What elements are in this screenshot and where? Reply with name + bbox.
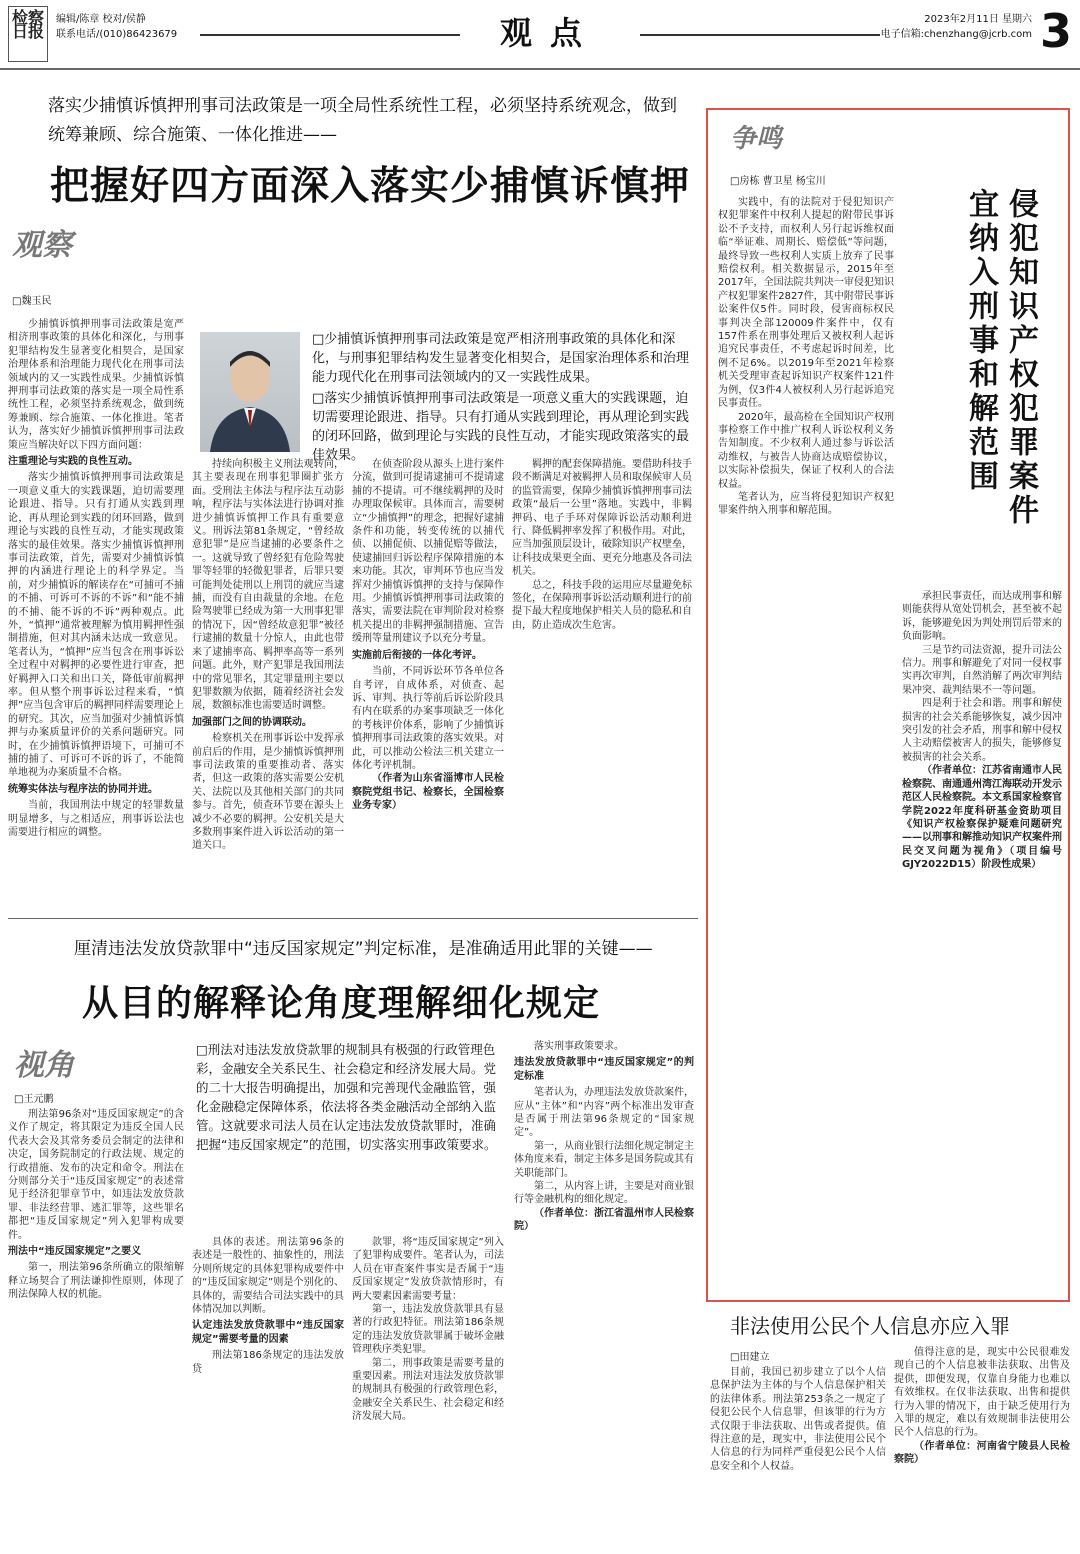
paragraph: 刑法第186条规定的违法发放贷: [192, 1350, 344, 1375]
paragraph: 第一，从商业银行法细化规定制定主体角度来看，制定主体多是国务院或其有关职能部门。: [514, 1140, 694, 1179]
article4-headline: 从目的解释论角度理解细化规定: [82, 983, 601, 1024]
article4-abstract: □刑法对违法发放贷款罪的规制具有极强的行政管理色彩，金融安全关系民生、社会稳定和经济发展大局。党的二十大报告明确提出，加强和完善现代金融监管，强化金融稳定保障体系，依法将各类金融活动全部纳入监管。这就要求司法人员在认定违法发放贷款罪时，准确把握“违反国家规定”的范围，切实落实刑事政策要求。: [196, 1042, 497, 1152]
dateline: [881, 12, 1032, 42]
abstract-paragraph-1: □少捕慎诉慎押刑事司法政策是宽严相济刑事政策的具体化和深化，与刑事犯罪结构发生显著变化相契合，是国家治理体系和治理能力现代化在刑事司法领域内的又一实践性成果。: [312, 332, 690, 385]
article1-abstract: [312, 330, 696, 467]
article2-column-1: [718, 196, 894, 1294]
paragraph: 第一，刑法第96条所确立的限缩解释立场契合了刑法谦抑性原则，体现了刑法保障人权的机能。: [8, 1262, 184, 1301]
subheading: 统筹实体法与程序法的协同并进。: [8, 783, 158, 795]
paragraph: 当前，我国刑法中规定的轻罪数量明显增多，与之相适应，刑事诉讼法也需要进行相应的调整。: [8, 800, 184, 839]
article3-column-2: [894, 1346, 1070, 1548]
subheading: 实施前后衔接的一体化考评。: [352, 649, 482, 661]
column-logo-shijiao: 视角: [14, 1048, 74, 1083]
subheading: 违法发放贷款罪中“违反国家规定”的判定标准: [514, 1057, 694, 1082]
masthead-rule-left: [200, 34, 460, 36]
article4-byline: □王元鹏: [14, 1094, 54, 1105]
editors-line: 编辑/陈章 校对/侯静: [56, 14, 146, 25]
masthead-rule-right: [640, 34, 880, 36]
portrait-image: [200, 332, 300, 452]
paragraph: 当前，不同诉讼环节各单位各自考评，自成体系，对侦查、起诉、审判、执行等前后诉讼阶段具有内在联系的办案事项缺乏一体化的考核评价体系，影响了少捕慎诉慎押刑事司法政策的落实效果。对此，可以推动公检法三机关建立一体化考评机制。: [352, 666, 504, 771]
paragraph: 第一，违法发放贷款罪具有显著的行政犯特征。刑法第186条规定的违法发放贷款罪属于破坏金融管理秩序类犯罪。: [352, 1304, 504, 1356]
article3-byline: □田建立: [730, 1352, 770, 1363]
article2-column-2: [902, 590, 1062, 1294]
section-divider: [8, 918, 698, 919]
author-note: （作者单位：浙江省温州市人民检察院）: [514, 1207, 694, 1233]
paragraph: 笔者认为，应当将侵犯知识产权犯罪案件纳入刑事和解范围。: [718, 491, 894, 517]
paragraph: 第二，从内容上讲，主要是对商业银行等金融机构的细化规定。: [514, 1181, 694, 1206]
author-note: （作者为山东省淄博市人民检察院党组书记、检察长，全国检察业务专家）: [352, 773, 504, 812]
masthead-bottom-rule: [0, 68, 1080, 70]
page-number: 3: [1040, 4, 1073, 58]
paragraph: 羁押的配套保障措施。要借助科技手段不断满足对被羁押人员和取保候审人员的监管需要，保障少捕慎诉慎押刑事司法政策“最后一公里”落地。实践中，非羁押码、电子手环对保障诉讼活动顺利进行、降低羁押率发挥了积极作用。对此，应当加强顶层设计，破除知识产权壁垒，让科技成果更全面、更充分地惠及各司法机关。: [512, 459, 692, 578]
article2-byline: □房栋 曹卫星 杨宝川: [730, 176, 826, 187]
article4-column-3: [352, 1236, 504, 1548]
paragraph: 具体的表述。刑法第96条的表述是一般性的、抽象性的，刑法分则所规定的具体犯罪构成要件中的“违反国家规定”则是个别化的、具体的，需要结合司法实践中的具体情况加以判断。: [192, 1237, 344, 1316]
paragraph: 笔者认为，办理违法发放贷款案件，应从“主体”和“内容”两个标准出发审查是否属于刑法第96条规定的“国家规定”。: [514, 1087, 694, 1139]
article4-column-1: [8, 1108, 184, 1548]
abstract-paragraph-2: □落实少捕慎诉慎押刑事司法政策是一项意义重大的实践课题，迫切需要理论跟进、指导。只有打通从实践到理论，再从理论到实践的闭环回路，做到理论与实践的良性互动，才能实现政策落实的最佳效果。: [312, 391, 690, 463]
paragraph: 落实刑事政策要求。: [534, 1041, 624, 1052]
newspaper-logo: 检察日报: [8, 6, 48, 62]
email: 电子信箱:chenzhang@jcrb.com: [880, 29, 1032, 40]
editors-info: [56, 12, 177, 42]
author-portrait: [200, 332, 300, 452]
paragraph: 持续向积极主义刑法观转向，其主要表现在刑事犯罪圈扩张方面。受刑法主体法与程序法互动影响，程序法与实体法进行协调对推进少捕慎诉慎押工作具有重要意义。刑诉法第81条规定，“曾经故意犯罪”是应当逮捕的必要条件之一。这就导致了曾经犯有危险驾驶罪等轻罪的轻微犯罪者，后罪只要可能判处徒刑以上刑罚的就应当逮捕，而没有自由裁量的余地。在危险驾驶罪已经成为第一大刑事犯罪的情况下，因“曾经故意犯罪”被径行逮捕的数量十分惊人，由此也带来了逮捕率高、羁押率高等一系列问题。此外，财产犯罪是我国刑法中的常见罪名，其定罪量刑主要以犯罪数额为依据，随着经济社会发展，数额标准也需要适时调整。: [192, 459, 344, 712]
section-title: 观点: [499, 14, 600, 52]
paragraph: 检察机关在刑事诉讼中发挥承前启后的作用，是少捕慎诉慎押刑事司法政策的重要推动者、落实者，但这一政策的落实需要公安机关、法院以及其他相关部门的共同参与。首先，侦查环节要在源头上减少不必要的羁押。公安机关是大多数刑事案件进入诉讼活动的第一道关口。: [192, 733, 344, 852]
paragraph: 在侦查阶段从源头上进行案件分流，做到可提请逮捕可不提请逮捕的不提请。可不继续羁押的及时办理取保候审。具体而言，需要树立“少捕慎押”的理念，把握好逮捕条件和功能，转变传统的以捕代侦、以捕促侦、以捕促赔等做法，使逮捕回归诉讼程序保障措施的本来功能。其次，审判环节也应当发挥对少捕慎诉慎押的支持与保障作用。少捕慎诉慎押刑事司法政策的落实，需要法院在审判阶段对检察机关提出的非羁押强制措施、宣告缓刑等量刑建议予以充分考量。: [352, 459, 504, 645]
article1-kicker: 落实少捕慎诉慎押刑事司法政策是一项全局性系统性工程，必须坚持系统观念，做到统筹兼顾、综合施策、一体化推进——: [48, 96, 677, 145]
subheading: 注重理论与实践的良性互动。: [8, 456, 138, 468]
paragraph: 四是利于社会和谐。刑事和解使损害的社会关系能够恢复，减少因冲突引发的社会矛盾，刑事和解中侵权人主动赔偿被害人的损失，能够修复被损害的社会关系。: [902, 698, 1062, 763]
paragraph: 落实少捕慎诉慎押刑事司法政策是一项意义重大的实践课题，迫切需要理论跟进、指导。只有打通从实践到理论，再从理论到实践的闭环回路，做到理论与实践的良性互动，才能实现政策落实的最佳效果。落实少捕慎诉慎押刑事司法政策，首先，需要对少捕慎诉慎押的内涵进行理论上的科学界定。当前，对少捕慎诉的解读存在“可捕可不捕的不捕、可诉可不诉的不诉”和“能不捕的不捕、能不诉的不诉”两种观点。此外，“慎押”通常被理解为慎用羁押性强制措施，但对其内涵未达成一致意见。笔者认为，“慎押”应当包含在刑事诉讼全过程中对羁押的必要性进行审查，把好羁押入口关和出口关，降低审前羁押率。但从整个刑事诉讼过程来看，“慎押”应当包含审后的羁押同样需要理论上的研究。其次，应当加强对少捕慎诉慎押与办案质量评价的关系问题研究。同时，在少捕慎诉慎押语境下，可捕可不捕的捕了、可诉可不诉的诉了，不能简单地视为办案质量不合格。: [8, 472, 184, 779]
date: 2023年2月11日 星期六: [924, 14, 1032, 25]
paragraph: 款罪，将“违反国家规定”列入了犯罪构成要件。笔者认为，司法人员在审查案件事实是否属于“违反国家规定”发放贷款情形时，有两大要素因素需要考量：: [352, 1237, 504, 1302]
author-note: （作者单位：江苏省南通市人民检察院、南通通州湾江海联动开发示范区人民检察院。本文系国家检察官学院2022年度科研基金资助项目《知识产权检察保护疑难问题研究——以刑事和解推动知识产权案件刑民交叉问题为视角》（项目编号GJY2022D15）阶段性成果）: [902, 765, 1062, 871]
article1-byline: □魏玉民: [12, 296, 52, 307]
article1-column-4: [512, 458, 692, 908]
article3-column-1: [710, 1366, 886, 1548]
article1-column-2: [192, 458, 344, 908]
article2-headline: [960, 188, 1040, 548]
headline-line-2: 宜纳入刑事和解范围: [963, 188, 998, 494]
subheading: 认定违法发放贷款罪中“违反国家规定”需要考量的因素: [192, 1320, 344, 1345]
paragraph: 承担民事责任，而达成刑事和解则能获得从宽处罚机会，甚至被不起诉，能够避免因为判处刑罚后带来的负面影响。: [902, 591, 1062, 643]
article4-column-4: [514, 1040, 694, 1548]
column-logo-guancha: 观察: [12, 228, 72, 263]
contact-line: 联系电话/(010)86423679: [56, 29, 178, 40]
paragraph: 少捕慎诉慎押刑事司法政策是宽严相济刑事政策的具体化和深化，与刑事犯罪结构发生显著变化相契合，是国家治理体系和治理能力现代化在刑事司法领域内的又一实践性成果。少捕慎诉慎押刑事司法政策的落实是一项全局性系统性工程，必须坚持系统观念，做到统筹兼顾、综合施策、一体化推进。笔者认为，落实好少捕慎诉慎押刑事司法政策应当解决好以下四方面问题：: [8, 319, 184, 451]
paragraph: 三是节约司法资源，提升司法公信力。刑事和解避免了对同一侵权事实再次审判，自然消解了两次审判结果冲突、裁判结果不一等问题。: [902, 644, 1062, 696]
paragraph: 刑法第96条对“违反国家规定”的含义作了规定，将其限定为违反全国人民代表大会及其常务委员会制定的法律和决定，国务院制定的行政法规、规定的行政措施、发布的决定和命令。刑法在分则部分关于“违反国家规定”的表述常见于经济犯罪章节中，如违法发放贷款罪、非法经营罪、逃汇罪等，这些罪名都把“违反国家规定”列入犯罪构成要件。: [8, 1109, 184, 1241]
headline-line-1: 侵犯知识产权犯罪案件: [1003, 188, 1038, 528]
subheading: 加强部门之间的协调联动。: [192, 716, 312, 728]
masthead: [0, 0, 1080, 70]
article1-column-1: [8, 318, 184, 908]
paragraph: 2020年，最高检在全国知识产权刑事检察工作中推广权利人诉讼权利义务告知制度。不少权利人通过参与诉讼活动维权，与被告人协商达成赔偿协议，以实际补偿损失，保证了权利人的合法权益。: [718, 411, 894, 490]
paragraph: 目前，我国已初步建立了以个人信息保护法为主体的与个人信息保护相关的法律体系。刑法第253条之一规定了侵犯公民个人信息罪，但该罪的行为方式仅限于非法获取、出售或者提供。值得注意的是，现实中，非法使用公民个人信息的行为同样严重侵犯公民个人信息安全和个人权益。: [710, 1367, 886, 1472]
paragraph: 总之，科技手段的运用应尽量避免标签化，在保障刑事诉讼活动顺利进行的前提下最大程度地保护相关人员的隐私和自由，防止造成次生危害。: [512, 579, 692, 631]
paragraph: 值得注意的是，现实中公民很难发现自己的个人信息被非法获取、出售及提供，即便发现，仅靠自身能力也难以有效维权。在仅非法获取、出售和提供行为入罪的情况下，由于缺乏使用行为入罪的规定，难以有效规制非法使用公民个人信息的行为。: [894, 1347, 1070, 1439]
article4-kicker: 厘清违法发放贷款罪中“违反国家规定”判定标准，是准确适用此罪的关键——: [74, 939, 653, 959]
paragraph: 第二，刑事政策是需要考量的重要因素。刑法对违法发放贷款罪的规制具有极强的行政管理色彩，金融安全关系民生、社会稳定和经济发展大局。: [352, 1357, 504, 1423]
article4-column-2: [192, 1236, 344, 1548]
author-note: （作者单位：河南省宁陵县人民检察院）: [894, 1440, 1070, 1466]
paragraph: 实践中，有的法院对于侵犯知识产权犯罪案件中权利人提起的附带民事诉讼不予支持，而权利人另行起诉维权面临“举证难、周期长、赔偿低”等问题，最终导致一些权利人实质上放弃了民事赔偿权利。相关数据显示，2015年至2017年，全国法院共判决一审侵犯知识产权犯罪案件2827件，其中附带民事诉讼案件仅5件。同时段，侵害商标权民事判决全部120009件案件中，仅有157件系在刑事处理后又被权利人起诉追究民事责任，不考虑起诉时间差，比例不足6%。以2019年至2021年检察机关受理审查起诉知识产权案件121件为例，仅3件4人被权利人另行起诉追究民事责任。: [718, 197, 894, 410]
article1-column-3: [352, 458, 504, 908]
article3-headline: 非法使用公民个人信息亦应入罪: [730, 1314, 1010, 1338]
article1-headline: 把握好四方面深入落实少捕慎诉慎押: [50, 164, 691, 209]
subheading: 刑法中“违反国家规定”之要义: [8, 1246, 142, 1258]
column-logo-zhengming: 争鸣: [730, 124, 783, 154]
